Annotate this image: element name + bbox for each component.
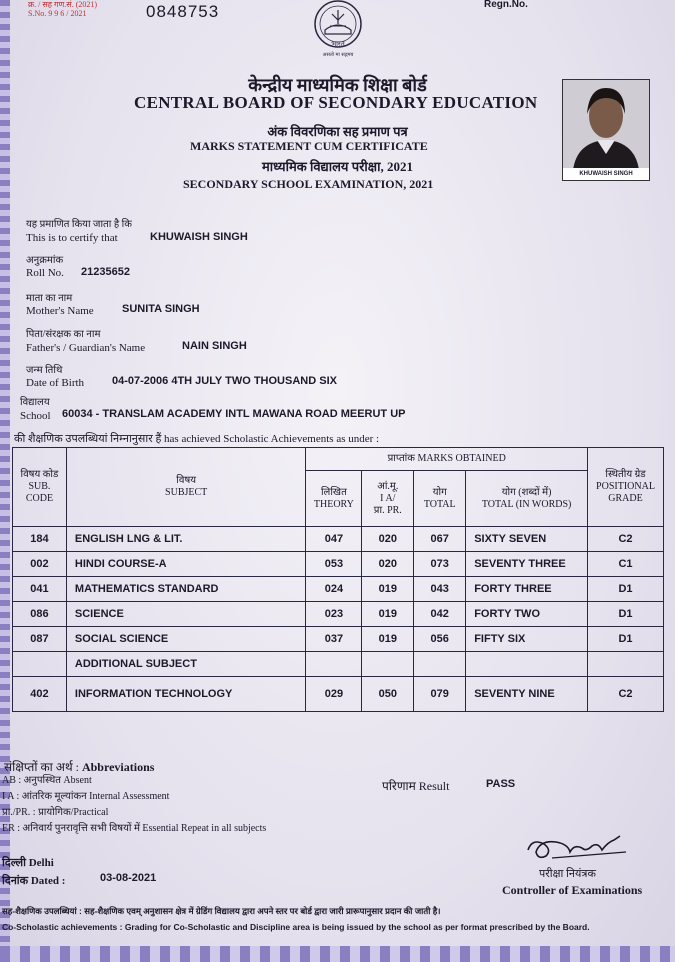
board-title-hindi: केन्द्रीय माध्यमिक शिक्षा बोर्ड [248, 75, 427, 95]
controller-signature-icon [522, 830, 632, 864]
cell-grade: C2 [588, 677, 664, 712]
school-label: School [20, 410, 51, 422]
abbr-practical: प्रा./PR. : प्रायोगिक/Practical [2, 807, 109, 818]
cell-ia: 019 [362, 627, 414, 652]
mother-label: Mother's Name [26, 305, 94, 317]
roll-label-hindi: अनुक्रमांक [26, 255, 64, 266]
abbr-absent: AB : अनुपस्थित Absent [2, 775, 92, 786]
cell-empty [362, 652, 414, 677]
exam-title-hindi: माध्यमिक विद्यालय परीक्षा, 2021 [262, 159, 413, 174]
cell-subject: MATHEMATICS STANDARD [66, 577, 306, 602]
cell-total: 079 [414, 677, 466, 712]
doc-title: MARKS STATEMENT CUM CERTIFICATE [190, 139, 428, 153]
header-code: विषय कोड SUB. CODE [13, 448, 67, 527]
father-label-hindi: पिता/संरक्षक का नाम [26, 329, 101, 340]
board-title: CENTRAL BOARD OF SECONDARY EDUCATION [134, 93, 538, 112]
cell-total: 073 [414, 552, 466, 577]
cell-subject: SCIENCE [66, 602, 306, 627]
cell-subject: SOCIAL SCIENCE [66, 627, 306, 652]
abbreviations-title: संक्षिप्तों का अर्थ : Abbreviations [4, 760, 155, 774]
header-marks-obtained: प्राप्तांक MARKS OBTAINED [306, 448, 588, 471]
cell-grade: C1 [588, 552, 664, 577]
abbr-internal-assessment: I A : आंतरिक मूल्यांकन Internal Assessment [2, 791, 170, 802]
cell-ia: 019 [362, 602, 414, 627]
certify-label: This is to certify that [26, 232, 118, 244]
cell-theory: 024 [306, 577, 362, 602]
marks-table [12, 447, 664, 712]
cell-ia: 050 [362, 677, 414, 712]
cell-total: 067 [414, 527, 466, 552]
cell-total: 056 [414, 627, 466, 652]
school-name: 60034 - TRANSLAM ACADEMY INTL MAWANA ROAD MEERUT UP [62, 408, 406, 420]
cell-subject: HINDI COURSE-A [66, 552, 306, 577]
result-label: परिणाम Result [382, 779, 450, 793]
cell-empty [466, 652, 588, 677]
cell-total: 043 [414, 577, 466, 602]
cell-words: FORTY TWO [466, 602, 588, 627]
additional-subject-row [13, 652, 664, 677]
cell-theory: 053 [306, 552, 362, 577]
cell-code: 184 [13, 527, 67, 552]
header-ia: आं.मू. I A/ प्रा. PR. [362, 471, 414, 527]
exam-title: SECONDARY SCHOOL EXAMINATION, 2021 [183, 177, 434, 191]
table-header-row-1 [13, 448, 664, 471]
dob-label: Date of Birth [26, 377, 85, 389]
mother-label-hindi: माता का नाम [26, 293, 73, 304]
cell-subject: INFORMATION TECHNOLOGY [66, 677, 306, 712]
cell-empty [414, 652, 466, 677]
footer-hindi: सह-शैक्षणिक उपलब्धियां : सह-शैक्षणिक एवम् अनुशासन क्षेत्र में ग्रेडिंग विद्यालय द्वारा अपने स्तर पर बोर्ड द्वारा जारी प्रारूपानुसार प्रदान की जाती है। [2, 906, 441, 916]
cell-theory: 023 [306, 602, 362, 627]
cell-theory: 047 [306, 527, 362, 552]
dated-label: दिनांक Dated : [2, 875, 66, 887]
cell-words: FIFTY SIX [466, 627, 588, 652]
achievement-line [14, 431, 379, 446]
table-row [13, 577, 664, 602]
cell-ia: 020 [362, 527, 414, 552]
table-row [13, 602, 664, 627]
photo-name-label: KHUWAISH SINGH [563, 168, 649, 180]
mother-name: SUNITA SINGH [122, 303, 200, 315]
cell-words: SEVENTY THREE [466, 552, 588, 577]
doc-title-hindi: अंक विवरणिका सह प्रमाण पत्र [267, 124, 408, 139]
corner-stamp-text: क्र. / सह गण.सं. (2021) S.No. 9 9 6 / 2021 [28, 0, 98, 18]
dob-label-hindi: जन्म तिथि [26, 365, 63, 376]
cell-words: SEVENTY NINE [466, 677, 588, 712]
father-label: Father's / Guardian's Name [26, 342, 146, 354]
cell-total: 042 [414, 602, 466, 627]
school-label-hindi: विद्यालय [20, 397, 50, 408]
cell-code: 041 [13, 577, 67, 602]
regn-label: Regn.No. [484, 0, 528, 10]
header-grade: स्थितीय ग्रेड POSITIONAL GRADE [588, 448, 664, 527]
cbse-emblem-icon [292, 0, 384, 64]
cell-ia: 019 [362, 577, 414, 602]
cell-grade: C2 [588, 527, 664, 552]
serial-number: 0848753 [146, 2, 220, 21]
cell-grade: D1 [588, 577, 664, 602]
footer-english: Co-Scholastic achievements : Grading for Co-Scholastic and Discipline area is being issued by the school as per format prescribed by the Board. [2, 922, 590, 932]
bottom-border [0, 946, 675, 962]
issue-date: 03-08-2021 [100, 872, 157, 884]
cell-code: 002 [13, 552, 67, 577]
header-subject: विषय SUBJECT [66, 448, 306, 527]
table-row [13, 552, 664, 577]
cell-grade: D1 [588, 602, 664, 627]
cell-words: SIXTY SEVEN [466, 527, 588, 552]
certify-label-hindi: यह प्रमाणित किया जाता है कि [26, 219, 132, 230]
table-row [13, 627, 664, 652]
cell-code: 402 [13, 677, 67, 712]
date-of-birth: 04-07-2006 4TH JULY TWO THOUSAND SIX [112, 375, 337, 387]
achievement-hindi: की शैक्षणिक उपलब्धियां निम्नानुसार हैं [14, 433, 162, 445]
cell-theory: 029 [306, 677, 362, 712]
cell-empty [13, 652, 67, 677]
cell-words: FORTY THREE [466, 577, 588, 602]
place: दिल्ली Delhi [2, 857, 54, 869]
cell-code: 086 [13, 602, 67, 627]
cell-empty [306, 652, 362, 677]
achievement-english: has achieved Scholastic Achievements as under : [164, 433, 380, 445]
emblem-caption: भारत [331, 40, 345, 48]
abbr-essential-repeat: ER : अनिवार्य पुनरावृत्ति सभी विषयों में Essential Repeat in all subjects [2, 823, 267, 834]
cell-ia: 020 [362, 552, 414, 577]
table-row [13, 527, 664, 552]
cell-subject: ENGLISH LNG & LIT. [66, 527, 306, 552]
header-theory: लिखित THEORY [306, 471, 362, 527]
cell-theory: 037 [306, 627, 362, 652]
cell-empty [588, 652, 664, 677]
candidate-name: KHUWAISH SINGH [150, 231, 248, 243]
roll-label: Roll No. [26, 267, 64, 279]
controller-title-hindi: परीक्षा नियंत्रक [539, 868, 596, 880]
roll-number: 21235652 [81, 266, 130, 278]
header-total-words: योग (शब्दों में) TOTAL (IN WORDS) [466, 471, 588, 527]
header-total: योग TOTAL [414, 471, 466, 527]
table-row [13, 677, 664, 712]
cell-code: 087 [13, 627, 67, 652]
additional-subject-label: ADDITIONAL SUBJECT [66, 652, 306, 677]
controller-title: Controller of Examinations [502, 883, 643, 897]
result-value: PASS [486, 778, 516, 790]
emblem-motto: असतो मा सद्गमय [322, 52, 354, 58]
cell-grade: D1 [588, 627, 664, 652]
marks-body [13, 527, 664, 712]
father-name: NAIN SINGH [182, 340, 247, 352]
